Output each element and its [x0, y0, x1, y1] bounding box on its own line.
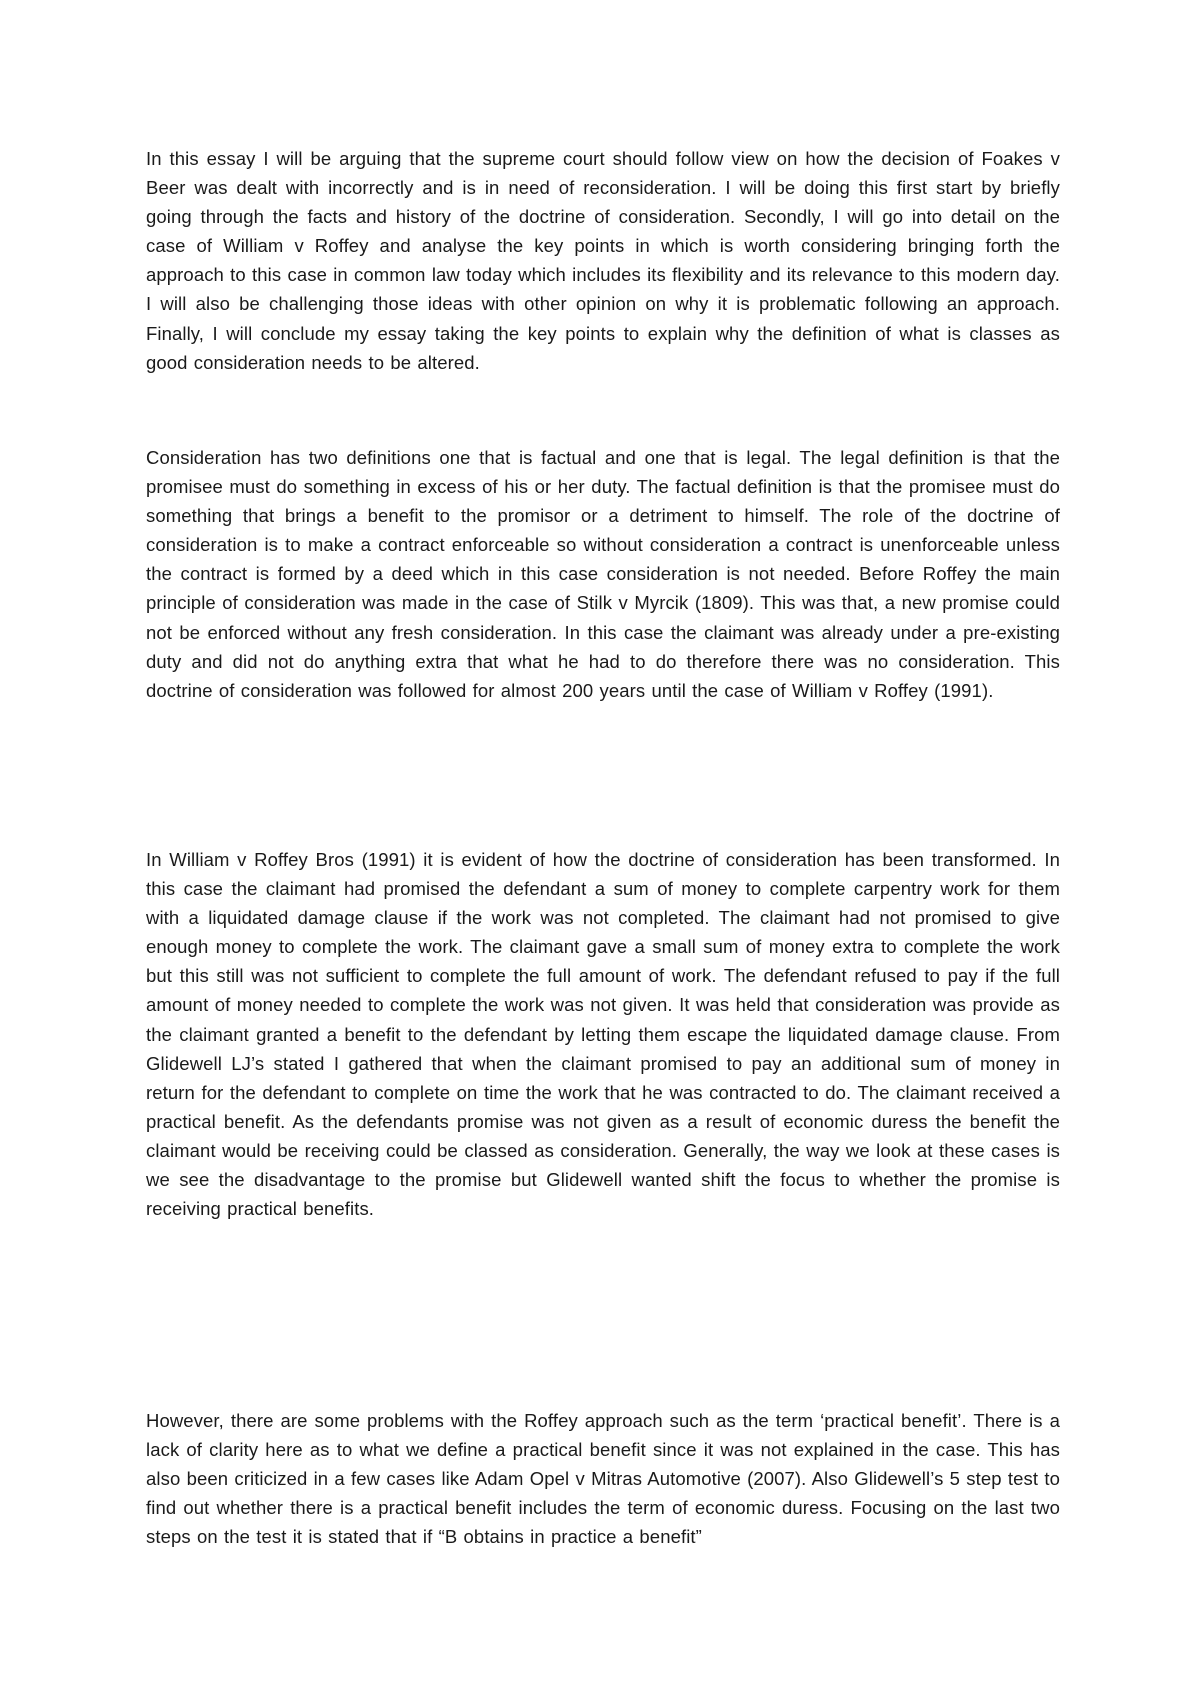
paragraph-roffey-problems: However, there are some problems with the Roffey approach such as the term ‘practical benefit’. There is a lack of clarity here as to what we define a practical benefit since it was not explained in the case. This has also been criticized in a few cases like Adam Opel v Mitras Automotive (2007). Also Glidewell’s 5 step test to find out whether there is a practical benefit includes the term of economic duress. Focusing on the last two steps on the test it is stated that if “B obtains in practice a benefit” [146, 1410, 1060, 1548]
paragraph-consideration-definitions: Consideration has two definitions one that is factual and one that is legal. The legal definition is that the promisee must do something in excess of his or her duty. The factual definition is that the promisee must do something that brings a benefit to the promisor or a detriment to himself. The role of the doctrine of consideration is to make a contract enforceable so without consideration a contract is unenforceable unless the contract is formed by a deed which in this case consideration is not needed. Before Roffey the main principle of consideration was made in the case of Stilk v Myrcik (1809). This was that, a new promise could not be enforced without any fresh consideration. In this case the claimant was already under a pre-existing duty and did not do anything extra that what he had to do therefore there was no consideration. This doctrine of consideration was followed for almost 200 years until the case of William v Roffey (1991). [146, 447, 1060, 701]
paragraph-williams-v-roffey: In William v Roffey Bros (1991) it is evident of how the doctrine of consideration has been transformed. In this case the claimant had promised the defendant a sum of money to complete carpentry work for them with a liquidated damage clause if the work was not completed. The claimant had not promised to give enough money to complete the work. The claimant gave a small sum of money extra to complete the work but this still was not sufficient to complete the full amount of work. The defendant refused to pay if the full amount of money needed to complete the work was not given. It was held that consideration was provide as the claimant granted a benefit to the defendant by letting them escape the liquidated damage clause. From Glidewell LJ’s stated I gathered that when the claimant promised to pay an additional sum of money in return for the defendant to complete on time the work that he was contracted to do. The claimant received a practical benefit. As the defendants promise was not given as a result of economic duress the benefit the claimant would be receiving could be classed as consideration. Generally, the way we look at these cases is we see the disadvantage to the promise but Glidewell wanted shift the focus to whether the promise is receiving practical benefits. [146, 849, 1060, 1220]
paragraph-introduction: In this essay I will be arguing that the supreme court should follow view on how the decision of Foakes v Beer was dealt with incorrectly and is in need of reconsideration. I will be doing this first start by briefly going through the facts and history of the doctrine of consideration. Secondly, I will go into detail on the case of William v Roffey and analyse the key points in which is worth considering bringing forth the approach to this case in common law today which includes its flexibility and its relevance to this modern day. I will also be challenging those ideas with other opinion on why it is problematic following an approach. Finally, I will conclude my essay taking the key points to explain why the definition of what is classes as good consideration needs to be altered. [146, 148, 1061, 373]
